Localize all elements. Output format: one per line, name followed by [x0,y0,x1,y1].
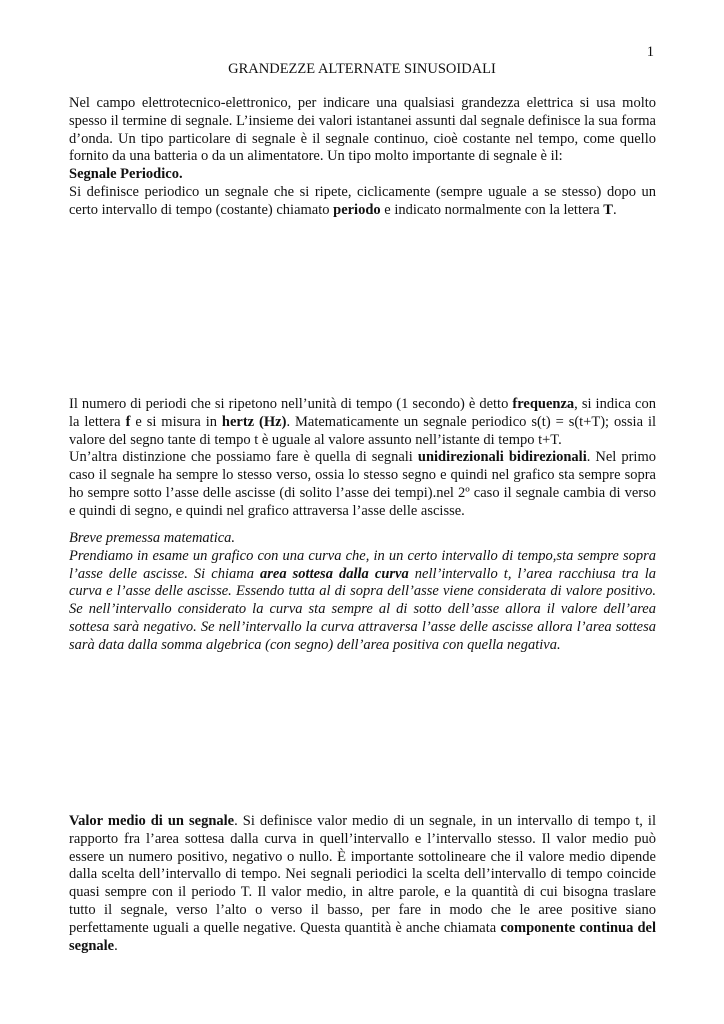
premise-heading: Breve premessa matematica. [69,530,236,546]
intro-paragraph [69,95,656,220]
term-f: f [125,413,131,430]
premise-text-b: nell’intervallo t, l’area racchiusa tra la curva e l’asse delle ascisse. Essendo tutta al di sopra dell’asse viene considerata di valore positivo. Se nell’intervallo considerato la curva sta sempre al di sotto dell’asse allora il valore dell’area sottesa sarà negativo. Se nell’intervallo la curva attraversa l’asse delle ascisse allora l’area sottesa sarà data dalla somma algebrica (con segno) dell’area positiva con quella negativa. [69,565,657,653]
periodic-definition-c: . [612,201,617,218]
term-hertz: hertz (Hz) [221,413,287,430]
term-componente-continua: componente continua del segnale [69,919,656,954]
freq-text-e: Un’altra distinzione che possiamo fare è quella di segnali [69,449,418,466]
mean-text-b: . [114,937,118,954]
mean-value-paragraph [69,813,656,955]
frequency-paragraph [69,396,656,521]
term-unidirezionali: unidirezionali bidirezionali [417,449,587,466]
term-frequenza: frequenza [512,396,575,412]
periodic-definition-b: e indicato normalmente con la lettera [380,201,604,218]
premise-paragraph [69,530,656,655]
section-heading-periodic: Segnale Periodico. [69,166,183,183]
term-periodo: periodo [333,201,381,218]
freq-text-d: . Matematicamente un segnale periodico s(t) = s(t+T); ossia il valore del segno tante di tempo t è uguale al valore assunto nell’istante di tempo t+T. [69,413,657,448]
freq-text-f: . Nel primo caso il segnale ha sempre lo stesso verso, ossia lo stesso segno e quindi nel grafico sta sempre sopra ho sempre sotto l’asse delle ascisse (di solito l’asse dei tempi).nel 2º caso il segnale cambia di verso e quindi di segno, e quindi nel grafico attraversa l’asse delle ascisse. [69,449,656,519]
premise-text-a: Prendiamo in esame un grafico con una curva che, in un certo intervallo di tempo,sta sempre sopra l’asse delle ascisse. Si chiama [69,547,656,582]
page-title: GRANDEZZE ALTERNATE SINUSOIDALI [228,61,496,77]
freq-text-b: , si indica con la lettera [69,396,656,430]
periodic-definition-a: Si definisce periodico un segnale che si ripete, ciclicamente (sempre uguale a se stesso) dopo un certo intervallo di tempo (costante) chiamato [69,183,656,218]
term-T: T [603,201,613,218]
intro-text: Nel campo elettrotecnico-elettronico, per indicare una qualsiasi grandezza elettrica si usa molto spesso il termine di segnale. L’insieme dei valori istantanei assunti dal segnale definisce la sua forma d’onda. Un tipo particolare di segnale è il segnale continuo, cioè costante nel tempo, come quello fornito da una batteria o da un alimentatore. Un tipo molto importante di segnale è il: [69,95,656,165]
term-area-sottesa: area sottesa dalla curva [260,565,409,582]
freq-text-a: Il numero di periodi che si ripetono nell’unità di tempo (1 secondo) è detto [69,396,513,412]
mean-text-a: . Si definisce valor medio di un segnale, in un intervallo di tempo t, il rapporto fra l’area sottesa dalla curva in quell’intervallo e l’intervallo stesso. Il valor medio può essere un numero positivo, negativo o nullo. È importante sottolineare che il valore medio dipende dalla scelta dell’intervallo di tempo. Nei segnali periodici la scelta dell’intervallo di tempo coincide quasi sempre con il periodo T. Il valor medio, in altre parole, e la quantità di cui bisogna traslare tutto il segnale, verso l’alto o verso il basso, per fare in modo che le aree positive siano perfettamente uguali a quelle negative. Questa quantità è anche chiamata [69,813,656,936]
freq-text-c: e si misura in [130,413,222,430]
page-number: 1 [646,44,654,60]
section-heading-mean-value: Valor medio di un segnale [69,813,235,829]
